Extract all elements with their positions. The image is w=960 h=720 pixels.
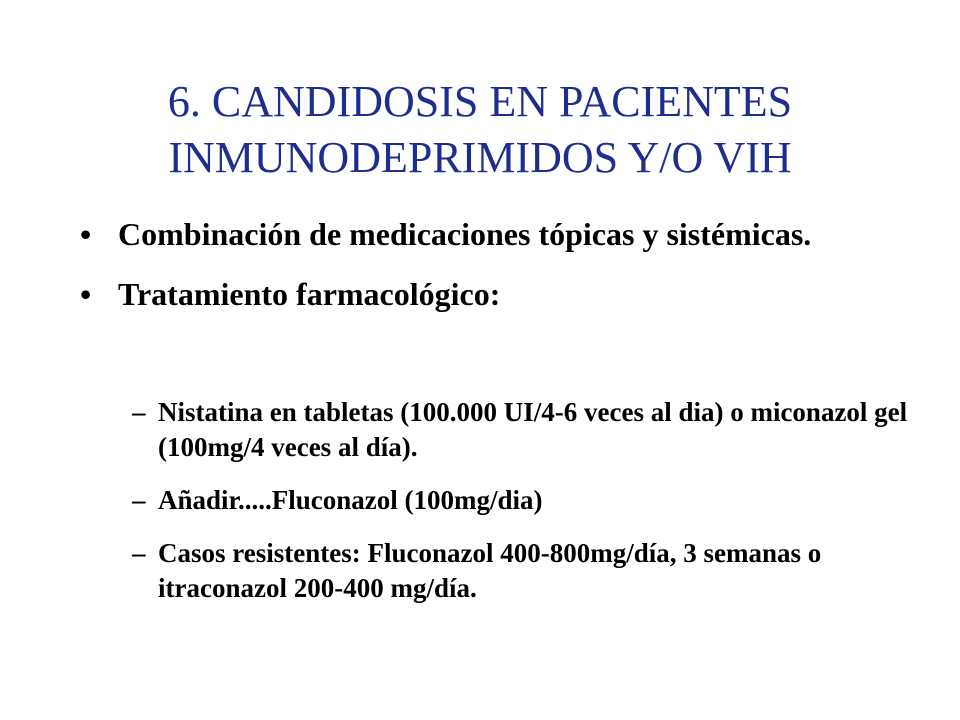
sub-bullet-text: Añadir.....Fluconazol (100mg/dia) xyxy=(158,485,543,515)
sub-bullet-marker: – xyxy=(132,538,146,568)
slide-title-line-2: INMUNODEPRIMIDOS Y/O VIH xyxy=(168,133,792,182)
bullet-item xyxy=(80,215,880,253)
sub-bullet-marker: – xyxy=(132,397,146,427)
sub-bullet-item xyxy=(80,395,938,465)
bullet-marker: • xyxy=(80,216,92,252)
sub-bullet-item xyxy=(80,536,938,606)
sub-bullet-item xyxy=(80,483,938,518)
slide-title-line-1: 6. CANDIDOSIS EN PACIENTES xyxy=(167,77,793,126)
bullet-list xyxy=(80,215,880,325)
sub-bullet-text: Nistatina en tabletas (100.000 UI/4-6 veces al dia) o miconazol gel (100mg/4 veces al día). xyxy=(158,397,908,462)
sub-bullet-marker: – xyxy=(132,485,146,515)
slide-title xyxy=(60,74,900,186)
bullet-marker: • xyxy=(80,276,92,312)
sub-bullet-text: Casos resistentes: Fluconazol 400-800mg/día, 3 semanas o itraconazol 200-400 mg/día. xyxy=(158,538,822,603)
bullet-text: Combinación de medicaciones tópicas y sistémicas. xyxy=(118,216,812,252)
bullet-item xyxy=(80,275,880,313)
bullet-text: Tratamiento farmacológico: xyxy=(118,276,501,312)
sub-bullet-list xyxy=(80,395,938,624)
